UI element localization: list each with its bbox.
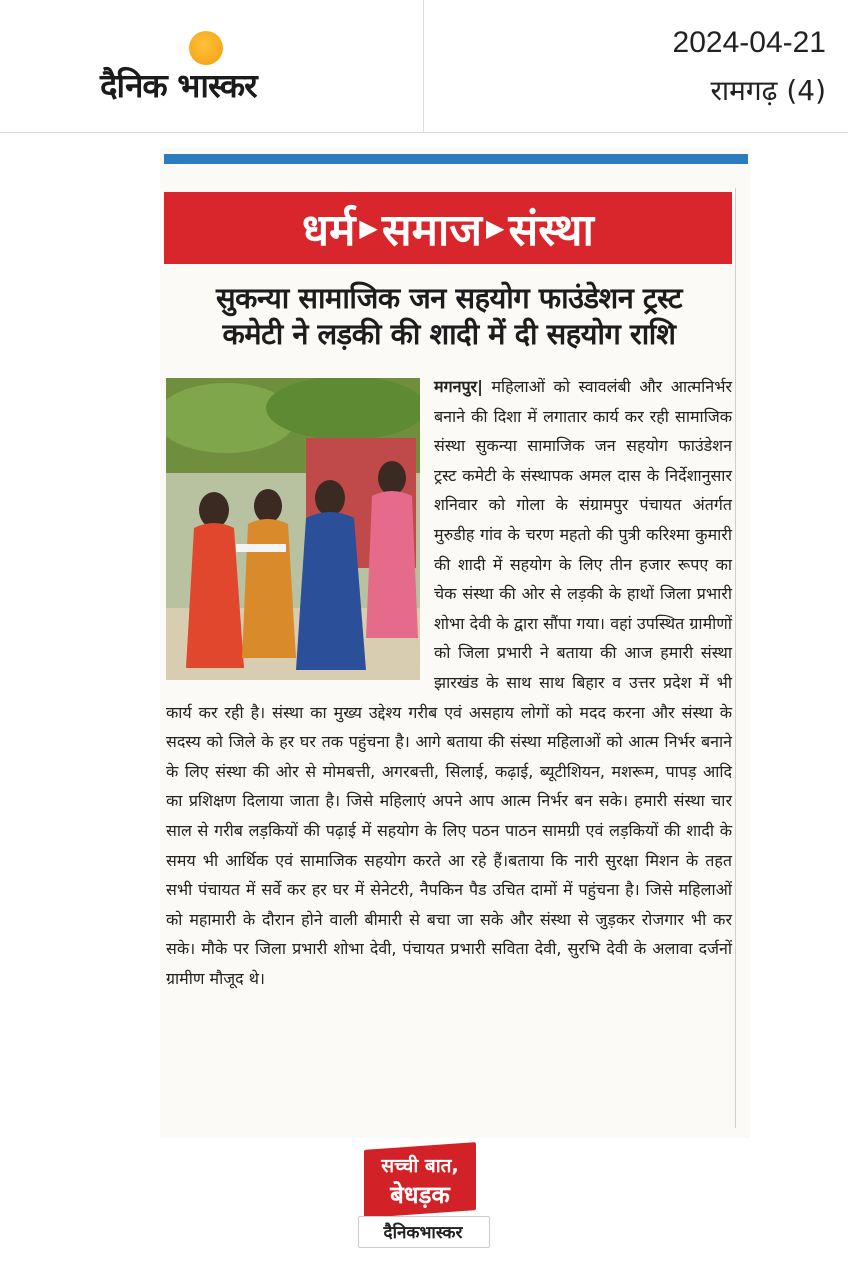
stamp-logo: दैनिकभास्कर	[383, 1223, 463, 1243]
headline-line-1: सुकन्या सामाजिक जन सहयोग फाउंडेशन ट्रस्ट	[216, 281, 682, 315]
header-divider	[423, 0, 424, 132]
page-header	[0, 0, 848, 133]
article-headline	[166, 280, 732, 352]
article-body	[166, 372, 732, 993]
banner-arrow-icon: ▶	[359, 214, 378, 242]
headline-line-2: कमेटी ने लड़की की शादी में दी सहयोग राशि	[222, 317, 676, 351]
banner-dharm: धर्म	[302, 205, 356, 256]
clipping-top-bar	[164, 154, 748, 164]
news-clipping	[160, 148, 750, 1138]
edition-date: 2024-04-21	[672, 26, 826, 59]
column-rule	[735, 188, 736, 1128]
tagline-stamp	[358, 1146, 488, 1250]
article-text: महिलाओं को स्वावलंबी और आत्मनिर्भर बनाने की दिशा में लगातार कार्य कर रही सामाजिक संस्था सुकन्या सामाजिक जन सहयोग फाउंडेशन ट्रस्ट कमेटी के संस्थापक अमल दास के निर्देशानुसार शनिवार को गोला के संग्रामपुर पंचायत अंतर्गत मुरुडीह गांव के चरण महतो की पुत्री करिश्मा कुमारी की शादी में सहयोग के लिए तीन हजार रूपए का चेक संस्था की ओर से लड़की के हाथों जिला प्रभारी शोभा देवी के द्वारा सौंपा गया। वहां उपस्थित ग्रामीणों को जिला प्रभारी ने बताया की आज हमारी संस्था झारखंड के साथ साथ बिहार व उत्तर प्रदेश में भी कार्य कर रही है। संस्था का मुख्य उद्देश्य गरीब एवं असहाय लोगों को मदद करना और संस्था के सदस्य को जिले के हर घर तक पहुंचना है। आगे बताया की संस्था महिलाओं को आत्म निर्भर बनाने के लिए संस्था की ओर से मोमबत्ती, अगरबत्ती, सिलाई, कढ़ाई, ब्यूटीशियन, मशरूम, पापड़ आदि का प्रशिक्षण दिलाया जाता है। जिसे महिलाएं अपने आप आत्म निर्भर बन सके। हमारी संस्था चार साल से गरीब लड़कियों की पढ़ाई में सहयोग के लिए पठन पाठन सामग्री एवं लड़कियों की शादी के समय भी आर्थिक एवं सामाजिक सहयोग करते आ रहे हैं।बताया कि नारी सुरक्षा मिशन के तहत सभी पंचायत में सर्वे कर हर घर में सेनेटरी, नैपकिन पैड उचित दामों में पहुंचना है। जिसे महिलाओं को महामारी के दौरान होने वाली बीमारी से बचा जा सके और संस्था से जुड़कर रोजगार भी कर सके। मौके पर जिला प्रभारी शोभा देवी, पंचायत प्रभारी सविता देवी, सुरभि देवी के अलावा दर्जनों ग्रामीण मौजूद थे।	[166, 377, 732, 988]
banner-arrow-icon: ▶	[485, 214, 505, 242]
logo-sun-icon	[189, 31, 223, 65]
section-banner	[164, 192, 732, 264]
stamp-line-2: बेधड़क	[390, 1181, 450, 1209]
edition-name: रामगढ़ (4)	[710, 74, 826, 107]
stamp-line-1: सच्ची बात,	[381, 1155, 459, 1177]
dateline: मगनपुर|	[434, 377, 483, 396]
newspaper-logo: दैनिक भास्कर	[100, 66, 257, 105]
banner-sanstha: संस्था	[508, 205, 594, 256]
banner-samaj: समाज	[381, 205, 482, 256]
